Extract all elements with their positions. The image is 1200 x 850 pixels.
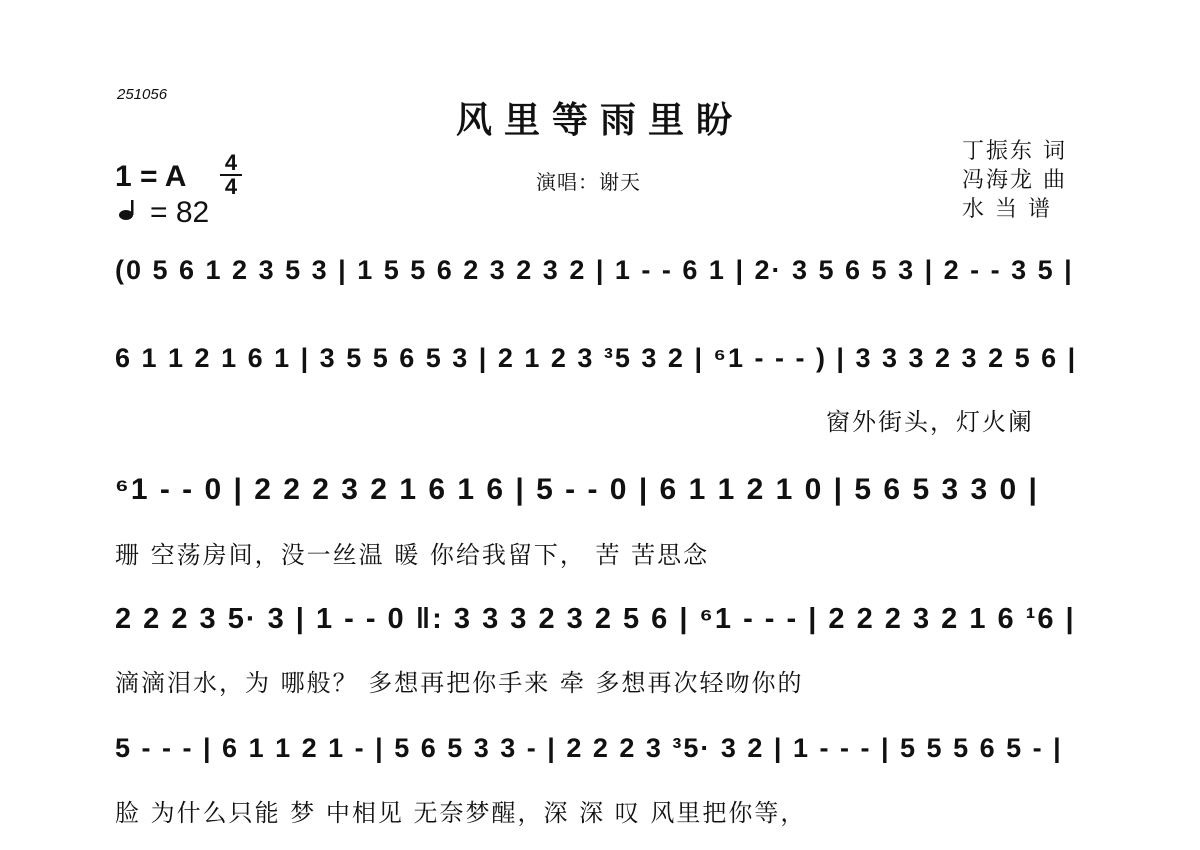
score-id: 251056: [117, 86, 168, 103]
quarter-note-icon: [117, 200, 143, 220]
tempo-marking: = 82: [150, 196, 210, 229]
transcriber-credit: 水 当 谱: [962, 197, 1052, 222]
lyric-line-5: 脸 为什么只能 梦 中相见 无奈梦醒，深 深 叹 风里把你等，: [115, 799, 807, 827]
composer-credit: 冯海龙 曲: [962, 168, 1067, 193]
key-signature: 1 = A: [115, 160, 187, 193]
score-line-3: ⁶1 - - 0 | 2 2 2 3 2 1 6 1 6 | 5 - - 0 | 6 1 1 2 1 0 | 5 6 5 3 3 0 |: [115, 473, 1039, 506]
lyric-line-2: 窗外街头，灯火阑: [826, 408, 1034, 436]
singer-credit: 演唱：谢天: [536, 170, 641, 194]
lyricist-credit: 丁振东 词: [962, 139, 1067, 164]
time-signature-bottom: 4: [224, 174, 238, 199]
score-line-5: 5 - - - | 6 1 1 2 1 - | 5 6 5 3 3 - | 2 2 2 3 ³5· 3 2 | 1 - - - | 5 5 5 6 5 - |: [115, 733, 1063, 763]
song-title: 风里等雨里盼: [455, 100, 744, 141]
score-line-2: 6 1 1 2 1 6 1 | 3 5 5 6 5 3 | 2 1 2 3 ³5 3 2 | ⁶1 - - - ) | 3 3 3 2 3 2 5 6 |: [115, 343, 1078, 373]
lyric-line-3: 珊 空荡房间，没一丝温 暖 你给我留下， 苦 苦思念: [115, 541, 710, 569]
time-signature: [218, 152, 244, 198]
score-line-1: (0 5 6 1 2 3 5 3 | 1 5 5 6 2 3 2 3 2 | 1 - - 6 1 | 2· 3 5 6 5 3 | 2 - - 3 5 |: [115, 255, 1074, 285]
time-signature-top: 4: [224, 150, 238, 175]
lyric-line-4: 滴滴泪水，为 哪般？ 多想再把你手来 牵 多想再次轻吻你的: [115, 669, 804, 697]
score-line-4: 2 2 2 3 5· 3 | 1 - - 0 ‖: 3 3 3 2 3 2 5 6 | ⁶1 - - - | 2 2 2 3 2 1 6 ¹6 |: [115, 603, 1076, 635]
